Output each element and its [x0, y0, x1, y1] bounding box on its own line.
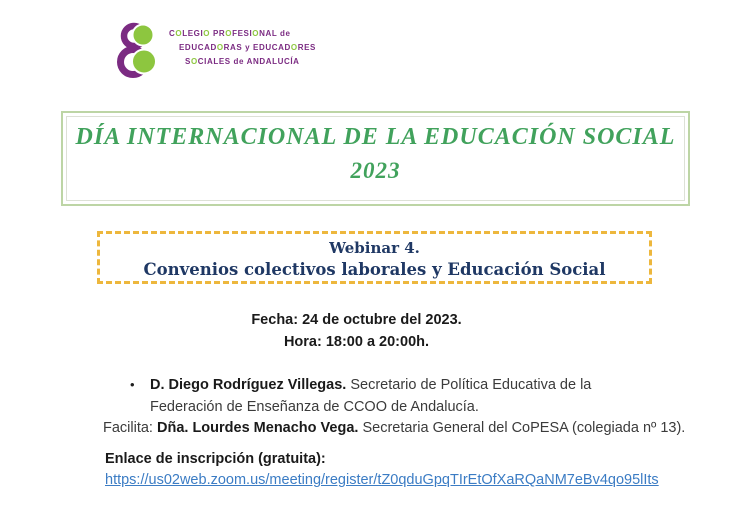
speaker-name: D. Diego Rodríguez Villegas.	[150, 377, 347, 393]
schedule	[0, 309, 713, 353]
logo-line-1: COLEGIO PROFESIONAL de	[169, 29, 291, 38]
webinar-box	[97, 231, 652, 284]
figure-eight-icon	[117, 18, 161, 80]
speaker-item	[130, 374, 652, 418]
logo	[117, 18, 316, 80]
facilitator-label: Facilita:	[103, 420, 157, 436]
facilitator-line	[103, 420, 685, 436]
event-title: DÍA INTERNACIONAL DE LA EDUCACIÓN SOCIAL	[75, 124, 676, 150]
speaker-text	[150, 374, 652, 418]
logo-text	[169, 27, 316, 69]
logo-line-3: SOCIALES de ANDALUCÍA	[185, 57, 300, 66]
webinar-title: Webinar 4.	[329, 239, 420, 257]
logo-line-2: EDUCADORAS y EDUCADORES	[179, 43, 316, 52]
registration-link[interactable]: https://us02web.zoom.us/meeting/register/tZ0qduGpqTIrEtOfXaRQaNM7eBv4qo95lIts	[105, 472, 659, 488]
date-line: Fecha: 24 de octubre del 2023.	[251, 312, 462, 328]
facilitator-name: Dña. Lourdes Menacho Vega.	[157, 420, 359, 436]
time-line: Hora: 18:00 a 20:00h.	[283, 334, 430, 350]
facilitator-role: Secretaria General del CoPESA (colegiada nº 13).	[358, 420, 686, 436]
event-year: 2023	[350, 158, 401, 183]
bullet-icon: •	[130, 377, 135, 392]
speaker-role: Secretario de Política Educativa de la Federación de Enseñanza de CCOO de Andalucía.	[150, 377, 592, 415]
registration-heading: Enlace de inscripción (gratuita):	[105, 451, 326, 467]
webinar-subtitle: Convenios colectivos laborales y Educación Social	[143, 260, 606, 279]
title-banner	[61, 111, 690, 206]
